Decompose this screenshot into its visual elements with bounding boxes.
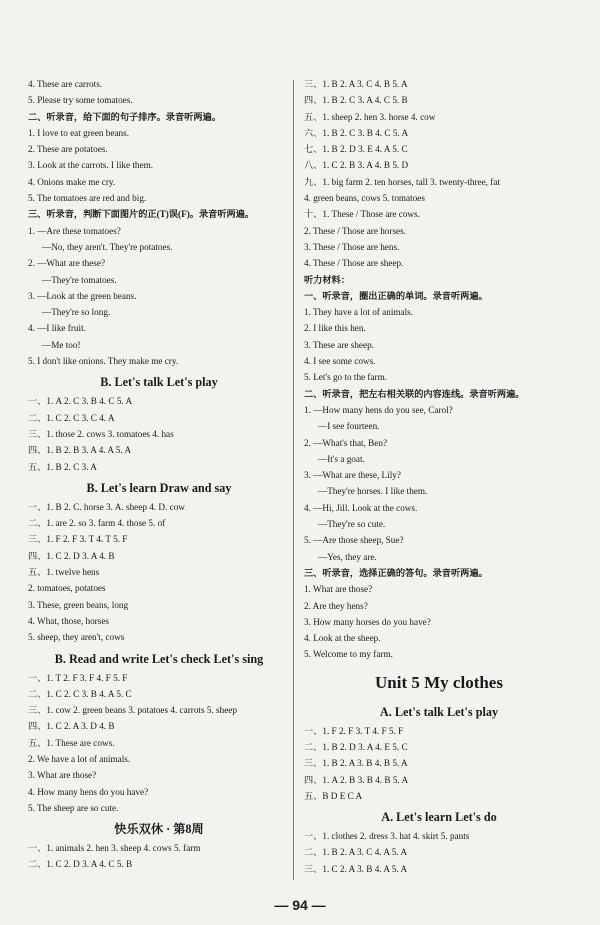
answer-line: 3. —Look at the green beans. [28, 290, 137, 301]
answer-line: 五、1. sheep 2. hen 3. horse 4. cow [304, 111, 436, 122]
left-column [28, 76, 290, 873]
answer-line: —Yes, they are. [318, 551, 377, 562]
answer-line: 2. These / Those are horses. [304, 225, 406, 236]
page-number: — 94 — [274, 897, 326, 913]
instruction-line: 二、听录音，把左右相关联的内容连线。录音听两遍。 [304, 388, 525, 399]
answer-line: 二、1. are 2. so 3. farm 4. those 5. of [28, 518, 166, 529]
answer-line: —No, they aren't. They're potatoes. [42, 241, 173, 252]
answer-line: 4. How many hens do you have? [28, 786, 149, 797]
answer-line: 四、1. A 2. B 3. B 4. B 5. A [304, 774, 409, 785]
answer-line: 二、1. C 2. C 3. B 4. A 5. C [28, 688, 132, 699]
answer-line: 1. They have a lot of animals. [304, 307, 414, 318]
answer-line: 2. tomatoes, potatoes [28, 583, 106, 594]
answer-line: —They're so long. [42, 307, 111, 318]
answer-line: 3. What are those? [28, 770, 97, 781]
answer-line: 5. The tomatoes are red and big. [28, 193, 147, 204]
answer-line: 三、1. C 2. A 3. B 4. A 5. A [304, 863, 408, 874]
answer-line: 4. Onions make me cry. [28, 176, 116, 187]
answer-line: 一、1. B 2. C. horse 3. A. sheep 4. D. cow [28, 501, 185, 512]
section-heading: A. Let's talk Let's play [379, 704, 499, 719]
instruction-line: 一、听录音，圈出正确的单词。录音听两遍。 [304, 290, 488, 301]
answer-line: 5. —Are those sheep, Sue? [304, 535, 404, 546]
instruction-line: 听力材料： [304, 274, 350, 285]
answer-line: 3. —What are these, Lily? [304, 470, 401, 481]
answer-line: 八、1. C 2. B 3. A 4. B 5. D [304, 160, 409, 171]
answer-line: 4. I see some cows. [304, 356, 376, 367]
answer-line: —They're horses. I like them. [318, 486, 428, 497]
answer-line: 5. The sheep are so cute. [28, 802, 119, 813]
answer-line: 一、1. F 2. F 3. T 4. F 5. F [304, 725, 404, 736]
answer-line: 5. Let's go to the farm. [304, 372, 388, 383]
answer-line: 3. These, green beans, long [28, 599, 129, 610]
instruction-line: 二、听录音，给下面的句子排序。录音听两遍。 [28, 111, 221, 122]
answer-line: 4. These / Those are sheep. [304, 258, 404, 269]
instruction-line: 三、听录音，选择正确的答句。录音听两遍。 [304, 567, 488, 578]
answer-line: 2. —What's that, Ben? [304, 437, 388, 448]
answer-line: 一、1. A 2. C 3. B 4. C 5. A [28, 396, 133, 407]
answer-line: 二、1. C 2. D 3. A 4. C 5. B [28, 859, 133, 870]
answer-line: 三、1. B 2. A 3. B 4. B 5. A [304, 758, 408, 769]
answer-line: 四、1. B 2. C 3. A 4. C 5. B [304, 95, 408, 106]
answer-line: —It's a goat. [318, 453, 365, 464]
answer-line: 4. These are carrots. [28, 79, 103, 89]
answer-line: 1. What are those? [304, 584, 373, 595]
column-divider [293, 80, 294, 880]
unit-title: Unit 5 My clothes [375, 672, 503, 692]
answer-line: 四、1. C 2. D 3. A 4. B [28, 550, 115, 561]
answer-line: 4. What, those, horses [28, 615, 109, 626]
answer-line: 一、1. clothes 2. dress 3. hat 4. skirt 5. pants [304, 831, 470, 842]
answer-line: —They're tomatoes. [42, 274, 117, 285]
answer-line: —I see fourteen. [318, 421, 380, 432]
instruction-line: 三、听录音，判断下面图片的正(T)误(F)。录音听两遍。 [28, 209, 255, 220]
answer-line: —They're so cute. [318, 519, 386, 530]
answer-line: 5. I don't like onions. They make me cry. [28, 356, 179, 367]
answer-line: 4. —Hi, Jill. Look at the cows. [304, 502, 418, 513]
answer-line: 五、1. B 2. C 3. A [28, 461, 97, 472]
answer-line: 1. —Are these tomatoes? [28, 225, 121, 236]
answer-line: 五、1. twelve hens [28, 567, 100, 578]
answer-line: 2. —What are these? [28, 258, 106, 269]
answer-line: 四、1. C 2. A 3. D 4. B [28, 721, 115, 732]
answer-line: 2. Are they hens? [304, 600, 368, 611]
answer-line: 4. green beans, cows 5. tomatoes [304, 193, 425, 204]
answer-line: 3. These / Those are hens. [304, 241, 400, 252]
section-heading: A. Let's learn Let's do [381, 810, 497, 825]
answer-line: 3. How many horses do you have? [304, 616, 431, 627]
section-heading: B. Let's learn Draw and say [86, 480, 232, 495]
answer-line: 2. We have a lot of animals. [28, 753, 131, 764]
answer-line: 3. Look at the carrots. I like them. [28, 160, 154, 171]
answer-line: 1. —How many hens do you see, Carol? [304, 404, 453, 415]
answer-line: 一、1. animals 2. hen 3. sheep 4. cows 5. farm [28, 843, 201, 854]
answer-line: 七、1. B 2. D 3. E 4. A 5. C [304, 144, 408, 155]
answer-line: 4. Look at the sheep. [304, 633, 381, 644]
section-heading: 快乐双休 · 第8周 [114, 822, 204, 837]
answer-line: 1. I love to eat green beans. [28, 127, 130, 138]
answer-line: 五、B D E C A [304, 790, 363, 801]
answer-line: 九、1. big farm 2. ten horses, tall 3. twenty-three, fat [304, 176, 500, 187]
answer-line: 三、1. F 2. F 3. T 4. T 5. F [28, 534, 128, 545]
answer-line: 2. These are potatoes. [28, 144, 108, 155]
answer-line: 六、1. B 2. C 3. B 4. C 5. A [304, 127, 409, 138]
answer-line: 4. —I like fruit. [28, 323, 86, 334]
answer-line: 二、1. C 2. C 3. C 4. A [28, 412, 115, 423]
right-column [304, 76, 574, 877]
answer-line: 一、1. T 2. F 3. F 4. F 5. F [28, 672, 128, 683]
answer-line: 3. These are sheep. [304, 339, 374, 350]
answer-line: 五、1. These are cows. [28, 737, 115, 748]
answer-line: 三、1. those 2. cows 3. tomatoes 4. has [28, 428, 174, 439]
answer-line: —Me too! [42, 339, 81, 350]
answer-line: 三、1. cow 2. green beans 3. potatoes 4. carrots 5. sheep [28, 705, 237, 716]
answer-line: 2. I like this hen. [304, 323, 366, 334]
answer-line: 二、1. B 2. D 3. A 4. E 5. C [304, 741, 408, 752]
answer-line: 十、1. These / Those are cows. [304, 209, 420, 220]
section-heading: B. Read and write Let's check Let's sing [54, 651, 264, 666]
answer-line: 5. sheep, they aren't, cows [28, 632, 125, 643]
answer-line: 三、1. B 2. A 3. C 4. B 5. A [304, 79, 408, 89]
answer-line: 5. Please try some tomatoes. [28, 95, 133, 106]
answer-line: 四、1. B 2. B 3. A 4. A 5. A [28, 445, 132, 456]
answer-line: 5. Welcome to my farm. [304, 649, 393, 660]
section-heading: B. Let's talk Let's play [100, 375, 218, 390]
answer-line: 二、1. B 2. A 3. C 4. A 5. A [304, 847, 408, 858]
